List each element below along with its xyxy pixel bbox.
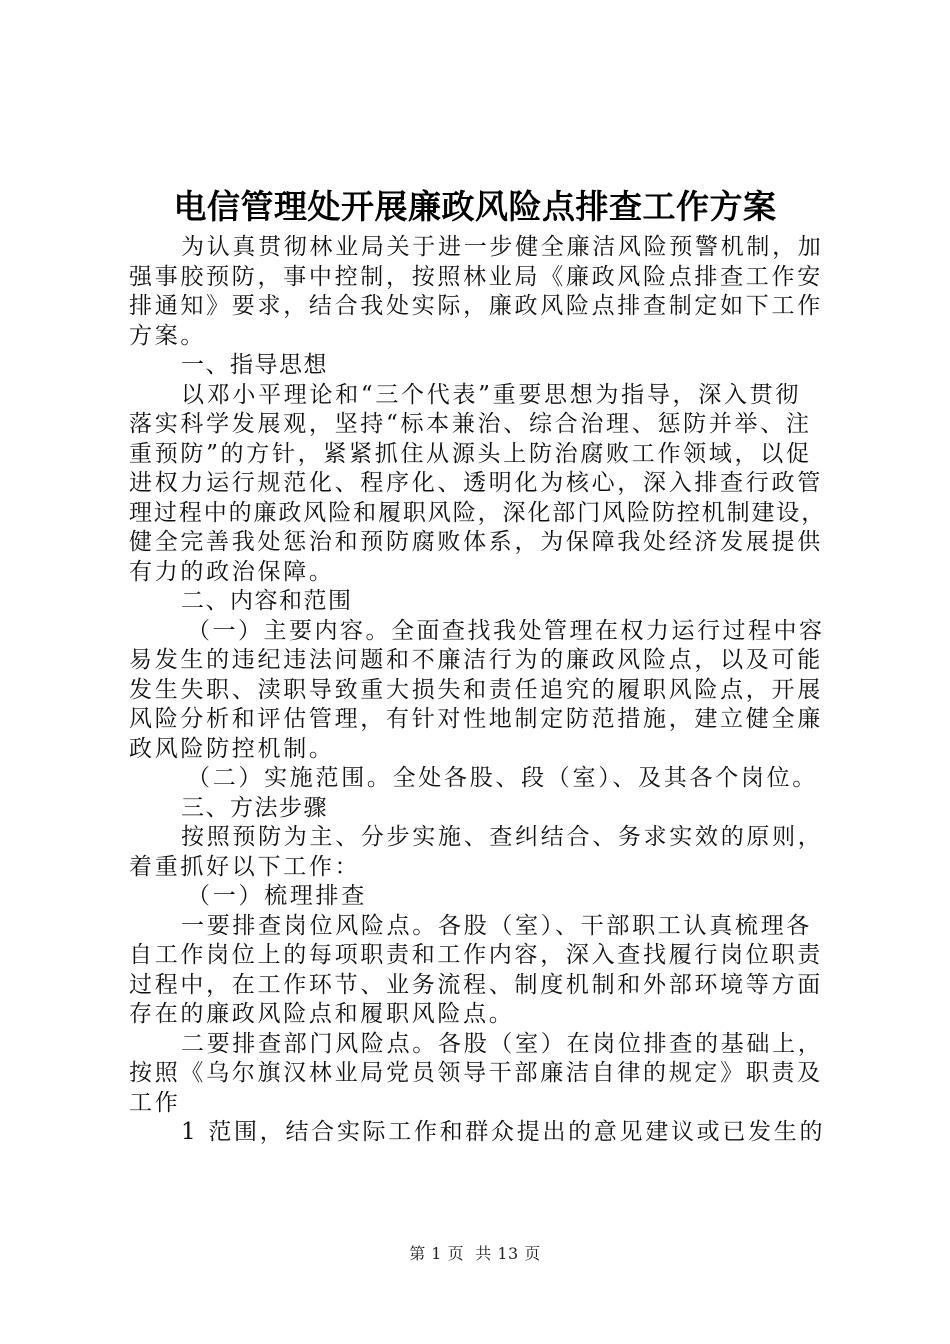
paragraph-line: 1 范围，结合实际工作和群众提出的意见建议或已发生的 [181, 1119, 826, 1145]
paragraph-line: 易发生的违纪违法问题和不廉洁行为的廉政风险点，以及可能 [129, 647, 823, 673]
paragraph-line: 自工作岗位上的每项职责和工作内容，深入查找履行岗位职责 [129, 942, 823, 968]
paragraph-line: 有力的政治保障。 [129, 558, 335, 585]
paragraph-line: 进权力运行规范化、程序化、透明化为核心，深入排查行政管 [129, 470, 823, 496]
page-footer [0, 1243, 950, 1265]
paragraph-line: （二）实施范围。全处各股、段（室）、及其各个岗位。 [187, 765, 818, 791]
paragraph-line: 一要排查岗位风险点。各股（室）、干部职工认真梳理各 [181, 912, 812, 939]
paragraph-line: 排通知》要求，结合我处实际，廉政风险点排查制定如下工作 [129, 293, 823, 319]
paragraph-line: 强事胶预防，事中控制，按照林业局《廉政风险点排查工作安 [129, 263, 823, 290]
paragraph-line: （一）梳理排查 [187, 883, 367, 909]
paragraph-line: 二要排查部门风险点。各股（室）在岗位排查的基础上， [181, 1030, 824, 1057]
paragraph-line: 发生失职、渎职导致重大损失和责任追究的履职风险点，开展 [129, 676, 823, 703]
paragraph-line: 落实科学发展观，坚持“标本兼治、综合治理、惩防并举、注 [129, 411, 812, 437]
paragraph-line: 为认真贯彻林业局关于进一步健全廉洁风险预警机制，加 [181, 234, 824, 260]
paragraph-line: 以邓小平理论和“三个代表”重要思想为指导，深入贯彻 [181, 381, 802, 408]
paragraph-line: 二、内容和范围 [181, 588, 353, 614]
paragraph-line: 按照预防为主、分步实施、查纠结合、务求实效的原则， [181, 824, 824, 850]
paragraph-line: 三、方法步骤 [181, 794, 328, 821]
page-number-label: 第 1 页 共 13 页 [409, 1244, 541, 1263]
paragraph-line: 着重抓好以下工作： [129, 853, 361, 880]
document-title: 电信管理处开展廉政风险点排查工作方案 [173, 187, 777, 226]
paragraph-line: 理过程中的廉政风险和履职风险，深化部门风险防控机制建设， [129, 499, 827, 526]
paragraph-line: 重预防”的方针，紧紧抓住从源头上防治腐败工作领域，以促 [129, 440, 812, 467]
document-body [129, 233, 829, 1148]
paragraph-line: 一、指导思想 [181, 352, 328, 378]
paragraph-line: 过程中，在工作环节、业务流程、制度机制和外部环境等方面 [129, 971, 823, 998]
paragraph-line: 存在的廉政风险点和履职风险点。 [129, 1001, 515, 1027]
paragraph-line: 工作 [129, 1089, 181, 1116]
paragraph-line: 按照《乌尔旗汉林业局党员领导干部廉洁自律的规定》职责及 [129, 1060, 823, 1086]
paragraph-line: 政风险防控机制。 [129, 735, 335, 762]
paragraph-line: 方案。 [129, 322, 207, 349]
paragraph-line: 风险分析和评估管理，有针对性地制定防范措施，建立健全廉 [129, 706, 823, 732]
paragraph-line: （一）主要内容。全面查找我处管理在权力运行过程中容 [187, 617, 825, 644]
paragraph-line: 健全完善我处惩治和预防腐败体系，为保障我处经济发展提供 [129, 529, 823, 555]
